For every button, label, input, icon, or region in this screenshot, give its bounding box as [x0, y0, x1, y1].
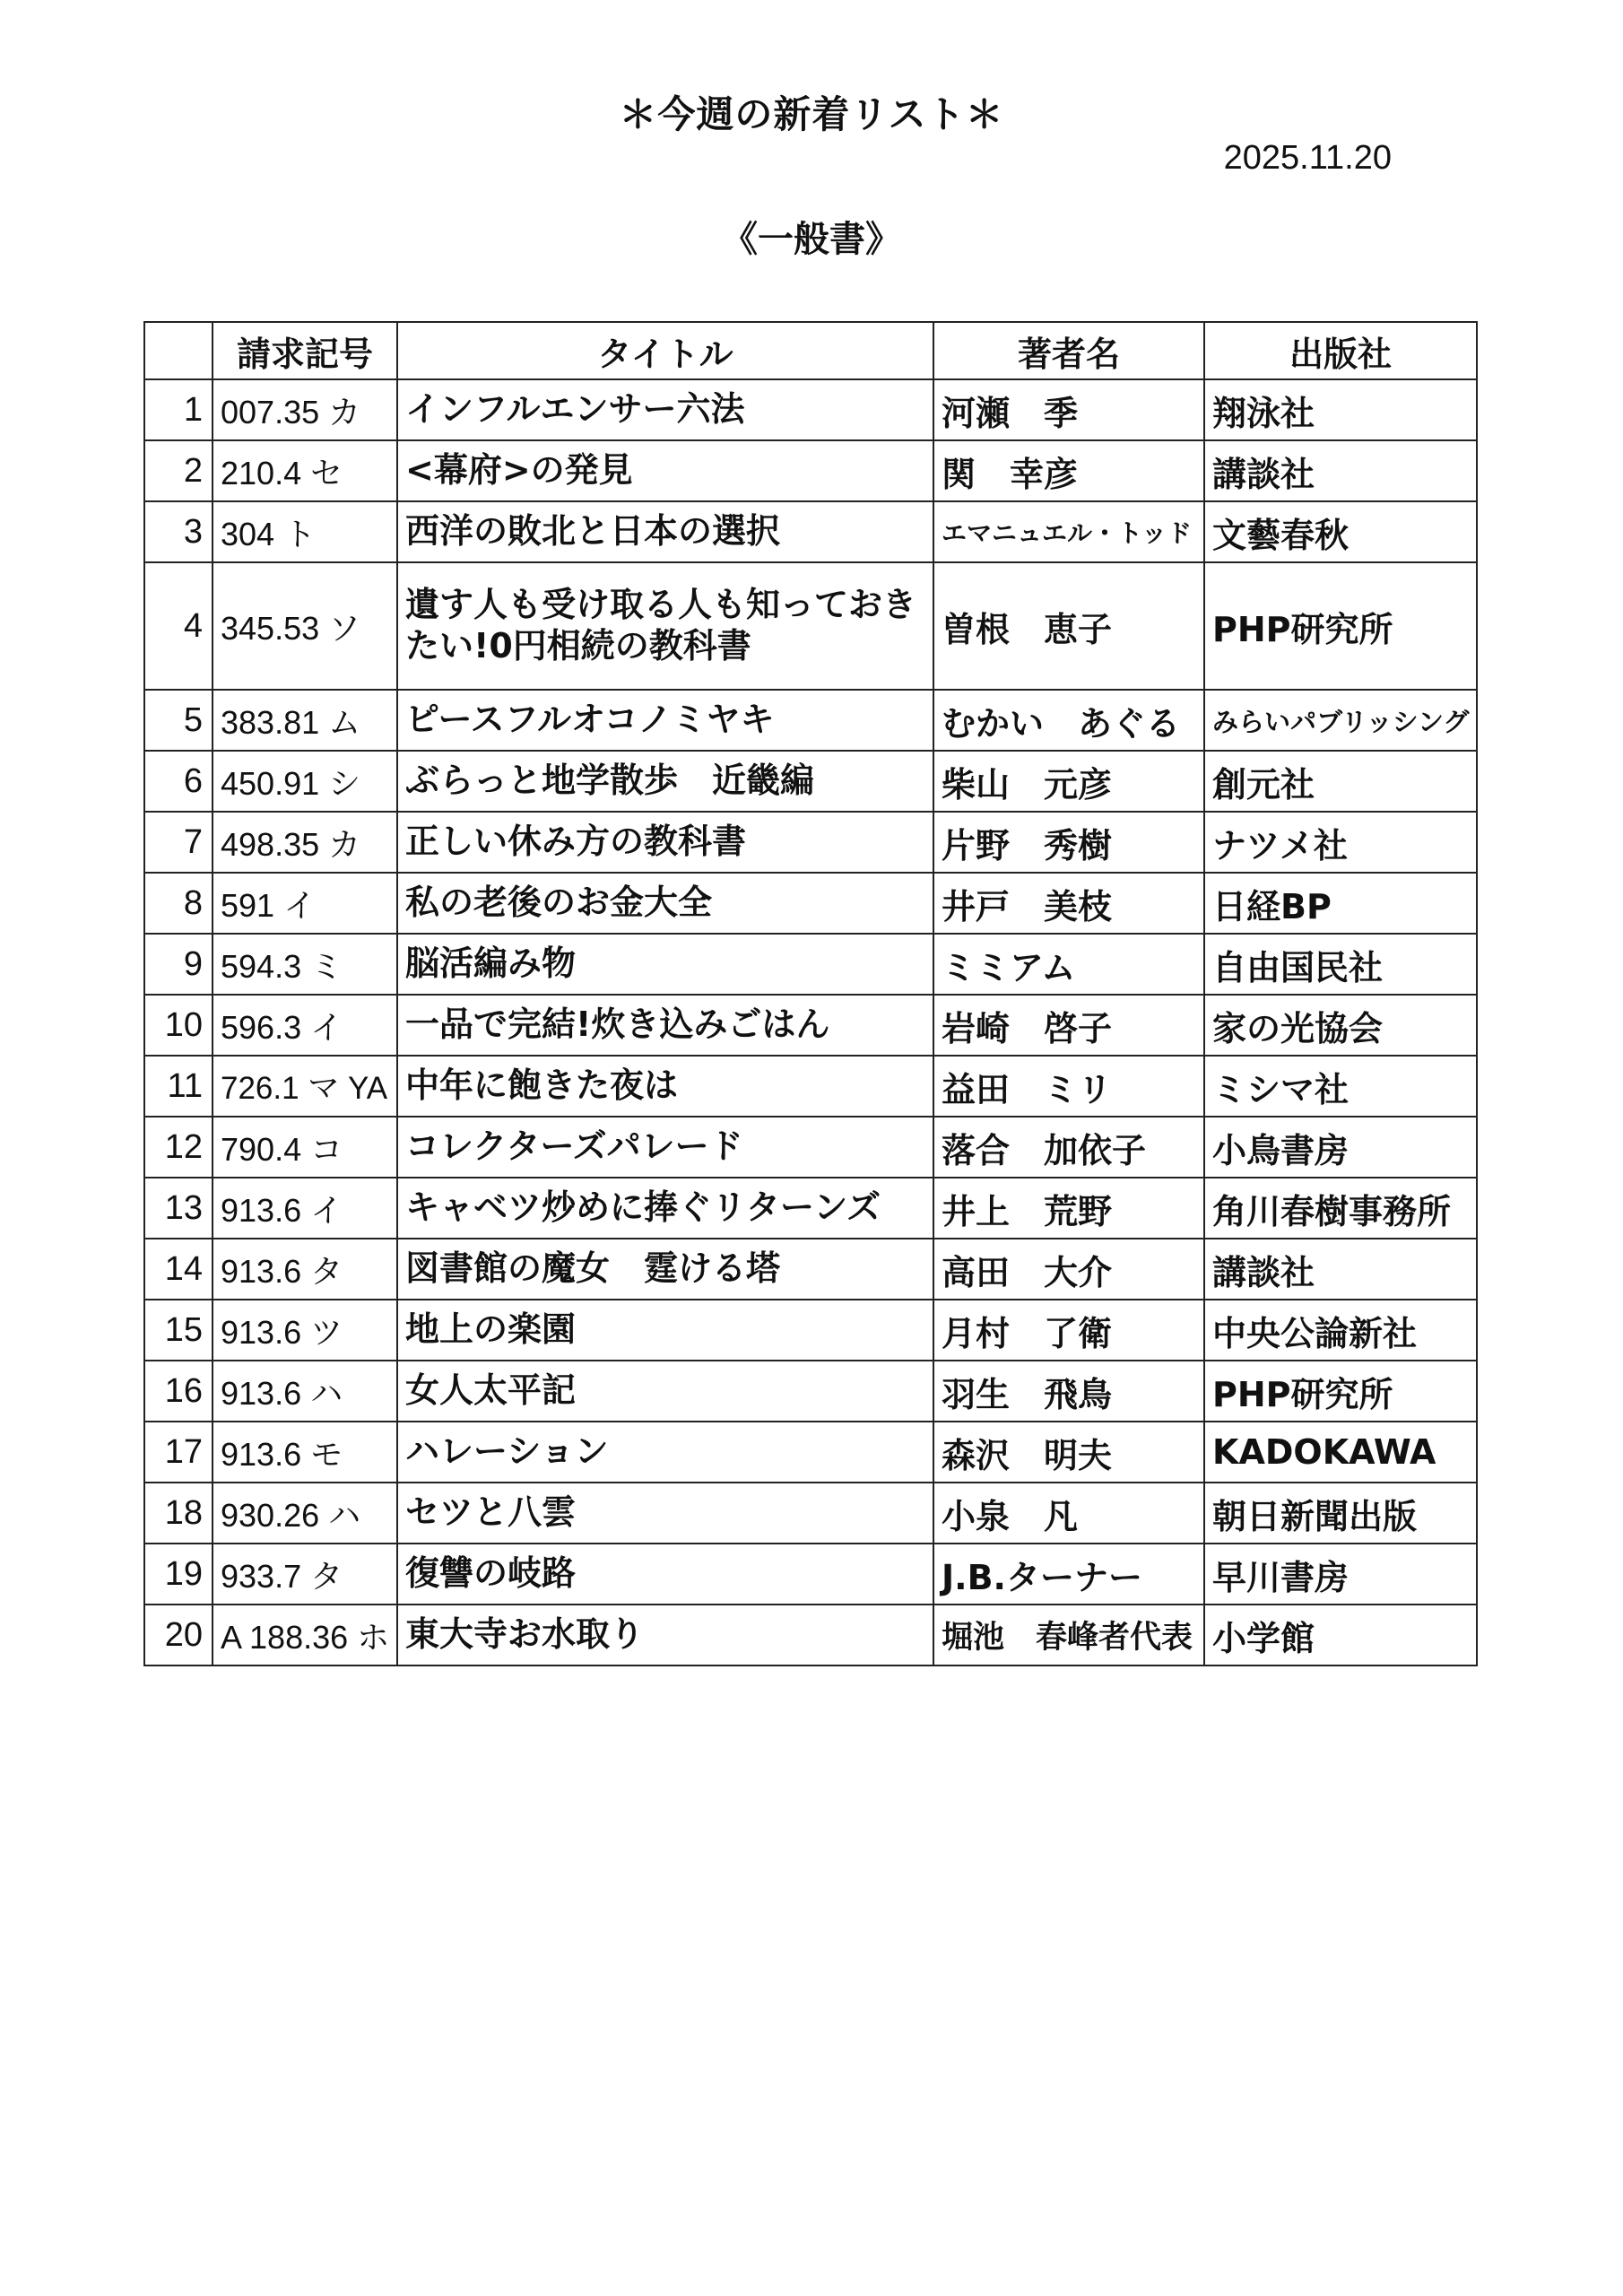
- publisher-cell: 翔泳社: [1204, 379, 1477, 440]
- row-number: 3: [144, 501, 213, 562]
- call-number-cell: 596.3 イ: [213, 995, 397, 1056]
- row-number: 16: [144, 1361, 213, 1422]
- publisher-cell: 日経BP: [1204, 873, 1477, 934]
- title-cell: 脳活編み物: [397, 934, 933, 995]
- new-books-table: [143, 321, 1478, 1666]
- row-number: 7: [144, 812, 213, 873]
- author-cell: 落合 加依子: [933, 1117, 1204, 1178]
- row-number: 17: [144, 1422, 213, 1483]
- table-row: [144, 873, 1477, 934]
- publisher-cell: みらいパブリッシング: [1204, 690, 1477, 751]
- call-number-cell: 383.81 ム: [213, 690, 397, 751]
- publisher-cell: 小学館: [1204, 1605, 1477, 1665]
- table-row: [144, 995, 1477, 1056]
- table-row: [144, 1300, 1477, 1361]
- publisher-cell: 創元社: [1204, 751, 1477, 812]
- author-cell: 益田 ミリ: [933, 1056, 1204, 1117]
- title-cell: 地上の楽園: [397, 1300, 933, 1361]
- row-number: 4: [144, 562, 213, 690]
- call-number-cell: 913.6 タ: [213, 1239, 397, 1300]
- publisher-cell: 小鳥書房: [1204, 1117, 1477, 1178]
- row-number: 6: [144, 751, 213, 812]
- table-row: [144, 934, 1477, 995]
- table-row: [144, 1422, 1477, 1483]
- author-cell: 柴山 元彦: [933, 751, 1204, 812]
- author-cell: ミミアム: [933, 934, 1204, 995]
- row-number: 20: [144, 1605, 213, 1665]
- table-row: [144, 812, 1477, 873]
- list-date: 2025.11.20: [1223, 139, 1392, 177]
- call-number-cell: 726.1 マ YA: [213, 1056, 397, 1117]
- column-header-call-number: 請求記号: [213, 322, 397, 379]
- author-cell: 小泉 凡: [933, 1483, 1204, 1544]
- publisher-cell: 朝日新聞出版: [1204, 1483, 1477, 1544]
- row-number: 19: [144, 1544, 213, 1605]
- column-header-author: 著者名: [933, 322, 1204, 379]
- table-row: [144, 1239, 1477, 1300]
- author-cell: 井戸 美枝: [933, 873, 1204, 934]
- author-cell: J.B.ターナー: [933, 1544, 1204, 1605]
- row-number: 9: [144, 934, 213, 995]
- title-cell: <幕府>の発見: [397, 440, 933, 501]
- publisher-cell: PHP研究所: [1204, 1361, 1477, 1422]
- row-number: 15: [144, 1300, 213, 1361]
- section-subtitle: 《一般書》: [722, 219, 901, 260]
- call-number-cell: 930.26 ハ: [213, 1483, 397, 1544]
- title-cell: 私の老後のお金大全: [397, 873, 933, 934]
- column-header-publisher: 出版社: [1204, 322, 1477, 379]
- table-body: [144, 379, 1477, 1665]
- author-cell: 井上 荒野: [933, 1178, 1204, 1239]
- author-cell: 岩崎 啓子: [933, 995, 1204, 1056]
- row-number: 8: [144, 873, 213, 934]
- author-cell: 羽生 飛鳥: [933, 1361, 1204, 1422]
- publisher-cell: ミシマ社: [1204, 1056, 1477, 1117]
- call-number-cell: 913.6 モ: [213, 1422, 397, 1483]
- title-cell: 一品で完結!炊き込みごはん: [397, 995, 933, 1056]
- publisher-cell: 早川書房: [1204, 1544, 1477, 1605]
- table-row: [144, 562, 1477, 690]
- row-number: 14: [144, 1239, 213, 1300]
- publisher-cell: PHP研究所: [1204, 562, 1477, 690]
- row-number: 1: [144, 379, 213, 440]
- call-number-cell: 913.6 ハ: [213, 1361, 397, 1422]
- row-number: 12: [144, 1117, 213, 1178]
- row-number: 5: [144, 690, 213, 751]
- table-row: [144, 1483, 1477, 1544]
- call-number-cell: 591 イ: [213, 873, 397, 934]
- call-number-cell: 498.35 カ: [213, 812, 397, 873]
- call-number-cell: 933.7 タ: [213, 1544, 397, 1605]
- call-number-cell: A 188.36 ホ: [213, 1605, 397, 1665]
- title-cell: 西洋の敗北と日本の選択: [397, 501, 933, 562]
- author-cell: エマニュエル・トッド: [933, 501, 1204, 562]
- publisher-cell: 自由国民社: [1204, 934, 1477, 995]
- column-header-title: タイトル: [397, 322, 933, 379]
- title-cell: 東大寺お水取り: [397, 1605, 933, 1665]
- table-row: [144, 1361, 1477, 1422]
- column-header-number: [144, 322, 213, 379]
- author-cell: 関 幸彦: [933, 440, 1204, 501]
- call-number-cell: 594.3 ミ: [213, 934, 397, 995]
- title-cell: 中年に飽きた夜は: [397, 1056, 933, 1117]
- author-cell: むかい あぐる: [933, 690, 1204, 751]
- table-row: [144, 1117, 1477, 1178]
- page-title: ＊今週の新着リスト＊: [619, 92, 1004, 136]
- title-cell: ピースフルオコノミヤキ: [397, 690, 933, 751]
- title-cell: ぶらっと地学散歩 近畿編: [397, 751, 933, 812]
- table-row: [144, 1605, 1477, 1665]
- publisher-cell: 文藝春秋: [1204, 501, 1477, 562]
- table-header-row: [144, 322, 1477, 379]
- title-cell: 女人太平記: [397, 1361, 933, 1422]
- author-cell: 森沢 明夫: [933, 1422, 1204, 1483]
- title-cell: 正しい休み方の教科書: [397, 812, 933, 873]
- call-number-cell: 913.6 イ: [213, 1178, 397, 1239]
- table-row: [144, 501, 1477, 562]
- publisher-cell: 中央公論新社: [1204, 1300, 1477, 1361]
- table-row: [144, 1544, 1477, 1605]
- publisher-cell: KADOKAWA: [1204, 1422, 1477, 1483]
- row-number: 11: [144, 1056, 213, 1117]
- row-number: 2: [144, 440, 213, 501]
- author-cell: 河瀬 季: [933, 379, 1204, 440]
- row-number: 13: [144, 1178, 213, 1239]
- call-number-cell: 304 ト: [213, 501, 397, 562]
- author-cell: 高田 大介: [933, 1239, 1204, 1300]
- author-cell: 月村 了衛: [933, 1300, 1204, 1361]
- title-cell: ハレーション: [397, 1422, 933, 1483]
- author-cell: 堀池 春峰者代表: [933, 1605, 1204, 1665]
- author-cell: 曽根 恵子: [933, 562, 1204, 690]
- title-cell: セツと八雲: [397, 1483, 933, 1544]
- call-number-cell: 210.4 セ: [213, 440, 397, 501]
- call-number-cell: 345.53 ソ: [213, 562, 397, 690]
- call-number-cell: 007.35 カ: [213, 379, 397, 440]
- title-cell: 遺す人も受け取る人も知っておきたい!0円相続の教科書: [397, 562, 933, 690]
- author-cell: 片野 秀樹: [933, 812, 1204, 873]
- row-number: 18: [144, 1483, 213, 1544]
- title-cell: インフルエンサー六法: [397, 379, 933, 440]
- table-row: [144, 690, 1477, 751]
- table-row: [144, 1178, 1477, 1239]
- publisher-cell: 講談社: [1204, 1239, 1477, 1300]
- table-row: [144, 751, 1477, 812]
- table-row: [144, 379, 1477, 440]
- call-number-cell: 913.6 ツ: [213, 1300, 397, 1361]
- publisher-cell: 家の光協会: [1204, 995, 1477, 1056]
- title-cell: コレクターズパレード: [397, 1117, 933, 1178]
- call-number-cell: 790.4 コ: [213, 1117, 397, 1178]
- title-cell: 図書館の魔女 霆ける塔: [397, 1239, 933, 1300]
- publisher-cell: ナツメ社: [1204, 812, 1477, 873]
- table-row: [144, 1056, 1477, 1117]
- row-number: 10: [144, 995, 213, 1056]
- title-cell: キャベツ炒めに捧ぐリターンズ: [397, 1178, 933, 1239]
- call-number-cell: 450.91 シ: [213, 751, 397, 812]
- publisher-cell: 講談社: [1204, 440, 1477, 501]
- publisher-cell: 角川春樹事務所: [1204, 1178, 1477, 1239]
- table-row: [144, 440, 1477, 501]
- title-cell: 復讐の岐路: [397, 1544, 933, 1605]
